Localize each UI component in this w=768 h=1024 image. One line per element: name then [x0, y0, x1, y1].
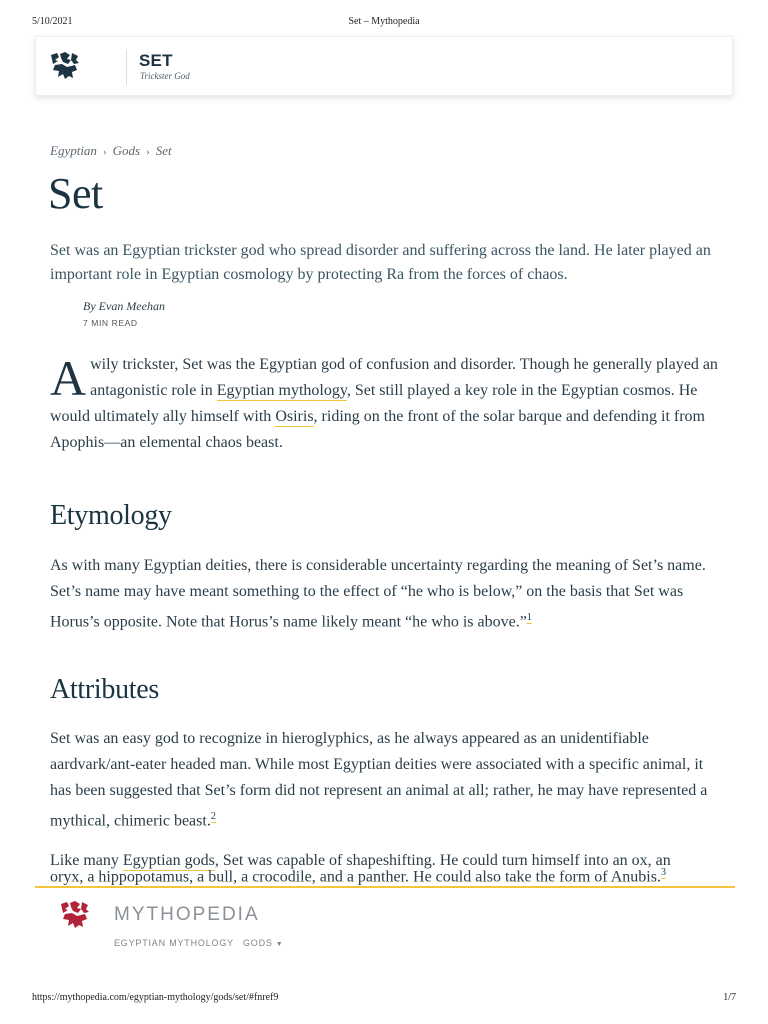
- nav-gods-dropdown[interactable]: [243, 938, 283, 948]
- cutoff-text-line: [50, 867, 740, 886]
- intro-text: , riding on the front of the solar barque and defending it from Apophis—an elemental chaos beast.: [50, 408, 705, 451]
- breadcrumb-item-set[interactable]: Set: [155, 143, 172, 158]
- page-title: Set: [48, 169, 103, 218]
- heading-attributes: Attributes: [50, 674, 159, 705]
- heading-etymology: Etymology: [50, 500, 172, 531]
- print-date: 5/10/2021: [32, 16, 73, 27]
- nav-egyptian-mythology[interactable]: EGYPTIAN MYTHOLOGY: [114, 938, 234, 948]
- footnote-ref-2[interactable]: 2: [210, 811, 216, 822]
- link-osiris[interactable]: Osiris: [275, 408, 314, 425]
- drop-cap: A: [50, 350, 87, 406]
- mythopedia-griffin-logo-icon[interactable]: [59, 900, 91, 930]
- attributes-paragraph-1: [50, 726, 720, 834]
- intro-text: wily trickster, Set was the Egyptian god of confusion and disorder. Though he generally played an antagonistic role in: [90, 356, 718, 399]
- site-footer: [35, 888, 735, 988]
- attributes-text: Set was an easy god to recognize in hieroglyphics, as he always appeared as an unidentifiable aardvark/ant-eater headed man. While most Egyptian deities were associated with a specific animal, it has been suggested that Set’s form did not represent an animal at all; rather, he may have represented a mythical, chimeric beast.: [50, 730, 708, 830]
- print-page-number: 1/7: [723, 992, 736, 1003]
- breadcrumb-item-gods[interactable]: Gods: [112, 143, 141, 158]
- footnote-ref-3[interactable]: 3: [660, 867, 666, 878]
- site-header: [35, 36, 733, 96]
- print-url: https://mythopedia.com/egyptian-mythology/gods/set/#fnref9: [32, 992, 279, 1003]
- intro-text: , Set still played a key role in the Egyptian cosmos. He would ultimately ally himself with: [50, 382, 698, 425]
- intro-paragraph: [50, 352, 720, 456]
- breadcrumb: [50, 143, 172, 159]
- footnote-ref-1[interactable]: 1: [526, 612, 532, 623]
- breadcrumb-separator: ›: [102, 146, 107, 158]
- header-divider: [126, 49, 127, 85]
- attributes-text-cutoff: oryx, a hippopotamus, a bull, a crocodile, and a panther. He could also take the form of Anubis.: [50, 868, 661, 886]
- link-egyptian-mythology[interactable]: Egyptian mythology: [216, 382, 347, 399]
- print-title: Set – Mythopedia: [348, 16, 420, 27]
- header-subtitle: Trickster God: [140, 71, 190, 81]
- breadcrumb-separator: ›: [146, 146, 150, 158]
- etymology-text: As with many Egyptian deities, there is considerable uncertainty regarding the meaning of Set’s name. Set’s name may have meant something to the effect of “he who is below,” on the basis that Set was Horus’s opposite. Note that Horus’s name likely meant “he who is above.”: [50, 557, 706, 631]
- attributes-text: Like many: [50, 852, 123, 869]
- chevron-down-icon: ▼: [275, 941, 284, 948]
- header-title: SET: [139, 51, 173, 70]
- byline[interactable]: By Evan Meehan: [83, 299, 165, 313]
- breadcrumb-item-egyptian[interactable]: Egyptian: [50, 143, 97, 158]
- etymology-paragraph: [50, 553, 720, 635]
- brand-wordmark[interactable]: MYTHOPEDIA: [114, 904, 260, 925]
- print-header: [32, 16, 736, 30]
- attributes-text: , Set was capable of shapeshifting. He could turn himself into an ox, an: [214, 852, 671, 869]
- griffin-logo-icon[interactable]: [49, 51, 81, 81]
- lede-paragraph: Set was an Egyptian trickster god who spread disorder and suffering across the land. He later played an important role in Egyptian cosmology by protecting Ra from the forces of chaos.: [50, 242, 711, 283]
- read-time: 7 MIN READ: [83, 318, 138, 328]
- link-egyptian-gods[interactable]: Egyptian gods: [122, 852, 215, 869]
- nav-gods-label: GODS: [243, 938, 273, 948]
